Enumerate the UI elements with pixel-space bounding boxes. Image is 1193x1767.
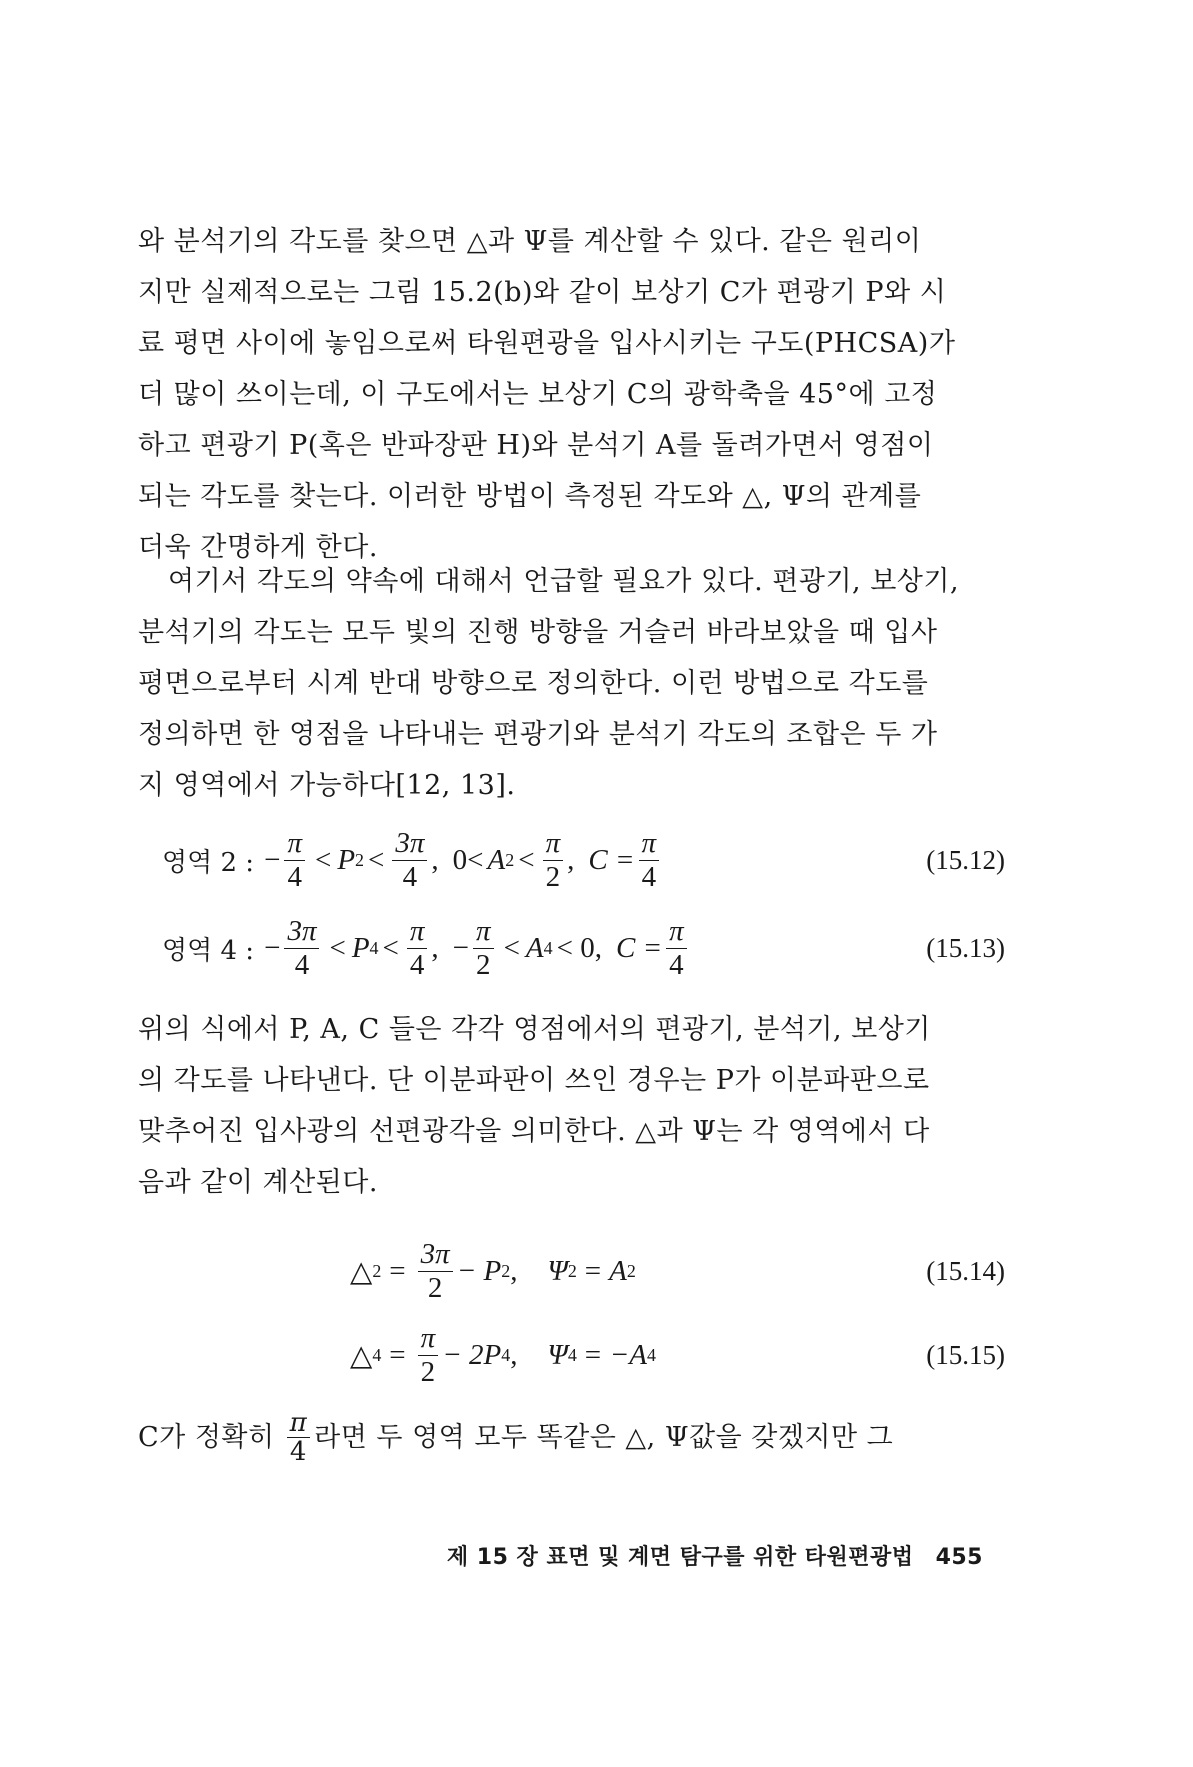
equation-15-13 xyxy=(0,913,1193,983)
fraction: $\frac{3\pi}{2}$ xyxy=(418,1240,453,1303)
fraction: $\frac{\pi}{2}$ xyxy=(543,829,564,892)
comma: , xyxy=(431,843,439,876)
fraction: $\frac{\pi}{4}$ xyxy=(666,917,687,980)
psi-symbol: Ψ xyxy=(547,1338,568,1371)
zero-bound: 0< xyxy=(452,843,484,876)
subscript: 2 xyxy=(567,1260,577,1281)
minus-p: − P xyxy=(456,1254,502,1287)
text-line: 되는 각도를 찾는다. 이러한 방법이 측정된 각도와 △, Ψ의 관계를 xyxy=(138,481,922,512)
comma: , xyxy=(567,843,575,876)
fraction: $\frac{\pi}{2}$ xyxy=(418,1324,439,1387)
running-footer xyxy=(447,1540,983,1571)
less-than: < xyxy=(503,931,520,964)
equals-minus-a: = −A xyxy=(582,1338,647,1371)
fraction: $\frac{\pi}{4}$ xyxy=(639,829,660,892)
variable-p: P xyxy=(351,931,370,964)
subscript: 2 xyxy=(626,1260,636,1281)
subscript: 2 xyxy=(501,1260,511,1281)
variable-a: A xyxy=(525,931,544,964)
equation-number: (15.12) xyxy=(926,844,1005,875)
text-line: 지 영역에서 가능하다[12, 13]. xyxy=(138,770,516,801)
variable-p: P xyxy=(337,843,356,876)
subscript: 2 xyxy=(505,849,515,870)
text-line: 더 많이 쓰이는데, 이 구도에서는 보상기 C의 광학축을 45°에 고정 xyxy=(138,379,938,410)
equation-15-15 xyxy=(0,1320,1193,1390)
subscript: 4 xyxy=(372,1344,382,1365)
equation-15-12 xyxy=(0,825,1193,895)
less-than: < xyxy=(382,931,399,964)
region-label: 영역 2 : xyxy=(162,847,255,878)
text-segment: 라면 두 영역 모두 똑같은 △, Ψ값을 갖겠지만 그 xyxy=(314,1422,894,1453)
region-label: 영역 4 : xyxy=(162,935,255,966)
equation-number: (15.13) xyxy=(926,932,1005,963)
text-line: 평면으로부터 시계 반대 방향으로 정의한다. 이런 방법으로 각도를 xyxy=(138,668,929,699)
text-line: 와 분석기의 각도를 찾으면 △과 Ψ를 계산할 수 있다. 같은 원리이 xyxy=(138,226,922,257)
minus-sign: − xyxy=(452,931,470,964)
subscript: 4 xyxy=(543,937,553,958)
subscript: 4 xyxy=(567,1344,577,1365)
less-than: < xyxy=(368,843,385,876)
subscript: 2 xyxy=(355,849,365,870)
upper-bound-zero: < 0, xyxy=(556,931,602,964)
paragraph-4 xyxy=(138,1410,1004,1465)
equation-number: (15.14) xyxy=(926,1255,1005,1286)
text-line: 맞추어진 입사광의 선편광각을 의미한다. △과 Ψ는 각 영역에서 다 xyxy=(138,1116,930,1147)
text-line: 더욱 간명하게 한다. xyxy=(138,532,378,563)
page-number: 455 xyxy=(935,1545,983,1570)
text-line: 료 평면 사이에 놓임으로써 타원편광을 입사시키는 구도(PHCSA)가 xyxy=(138,328,956,359)
fraction: $\frac{\pi}{2}$ xyxy=(473,917,494,980)
variable-a: A xyxy=(487,843,506,876)
text-line: 위의 식에서 P, A, C 들은 각각 영점에서의 편광기, 분석기, 보상기 xyxy=(138,1014,931,1045)
minus-sign: − xyxy=(264,931,281,964)
delta-symbol: △ xyxy=(350,1339,373,1372)
equation-15-14 xyxy=(0,1236,1193,1306)
psi-symbol: Ψ xyxy=(547,1254,568,1287)
text-line: 의 각도를 나타낸다. 단 이분파판이 쓰인 경우는 P가 이분파판으로 xyxy=(138,1065,930,1096)
delta-symbol: △ xyxy=(350,1255,373,1288)
fraction: $\frac{\pi}{4}$ xyxy=(284,829,305,892)
chapter-title: 제 15 장 표면 및 계면 탐구를 위한 타원편광법 xyxy=(446,1545,914,1570)
minus-sign: − xyxy=(264,843,281,876)
paragraph-1 xyxy=(138,216,1004,573)
fraction: $\frac{3\pi}{4}$ xyxy=(392,829,427,892)
text-line: 여기서 각도의 약속에 대해서 언급할 필요가 있다. 편광기, 보상기, xyxy=(168,566,960,597)
text-line: 정의하면 한 영점을 나타내는 편광기와 분석기 각도의 조합은 두 가 xyxy=(138,719,938,750)
paragraph-3 xyxy=(138,1004,1004,1208)
minus-2p: − 2P xyxy=(442,1338,502,1371)
subscript: 4 xyxy=(369,937,379,958)
text-segment: C가 정확히 xyxy=(138,1422,275,1453)
text-line: 음과 같이 계산된다. xyxy=(138,1167,378,1198)
inline-fraction: $\frac{\pi}{4}$ xyxy=(287,1410,311,1465)
fraction: $\frac{\pi}{4}$ xyxy=(407,917,428,980)
comma: , xyxy=(510,1254,518,1287)
equation-number: (15.15) xyxy=(926,1339,1005,1370)
subscript: 2 xyxy=(372,1260,382,1281)
comma: , xyxy=(431,931,439,964)
paragraph-2 xyxy=(138,556,1004,811)
subscript: 4 xyxy=(501,1344,511,1365)
text-line: 지만 실제적으로는 그림 15.2(b)와 같이 보상기 C가 편광기 P와 시 xyxy=(138,277,947,308)
less-than: < xyxy=(518,843,535,876)
c-equals: C = xyxy=(588,843,635,876)
comma: , xyxy=(510,1338,518,1371)
subscript: 4 xyxy=(646,1344,656,1365)
equals-sign: = xyxy=(389,1338,406,1371)
text-line: 하고 편광기 P(혹은 반파장판 H)와 분석기 A를 돌려가면서 영점이 xyxy=(138,430,934,461)
less-than: < xyxy=(314,843,332,876)
equals-sign: = xyxy=(389,1254,406,1287)
c-equals: C = xyxy=(615,931,663,964)
text-line: 분석기의 각도는 모두 빛의 진행 방향을 거슬러 바라보았을 때 입사 xyxy=(138,617,938,648)
equals-a: = A xyxy=(582,1254,627,1287)
fraction: $\frac{3\pi}{4}$ xyxy=(284,917,319,980)
less-than: < xyxy=(329,931,346,964)
